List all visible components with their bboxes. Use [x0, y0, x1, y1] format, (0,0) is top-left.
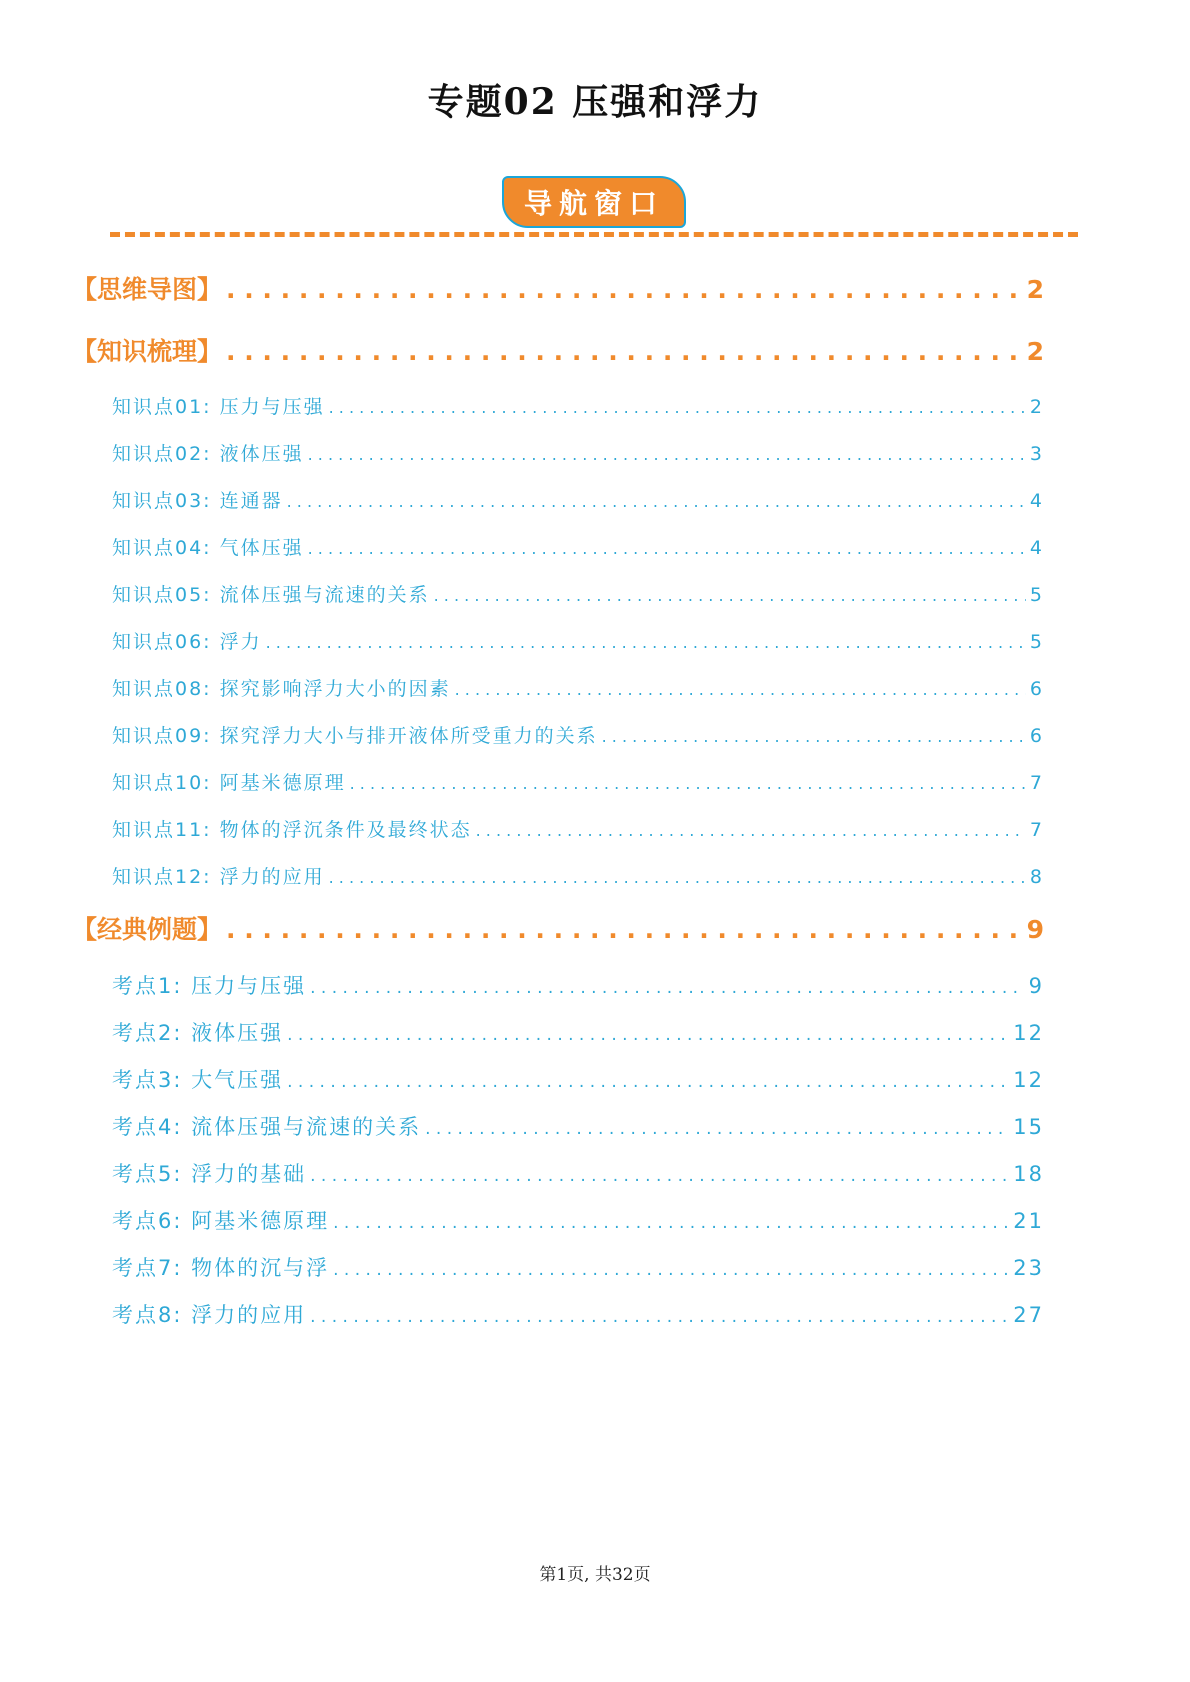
toc-item-label: 知识点04: 气体压强 [112, 537, 304, 559]
toc-item[interactable] [112, 439, 1044, 466]
toc-item-label: 考点7: 物体的沉与浮 [112, 1256, 330, 1280]
toc-leader-dots [226, 275, 1023, 304]
toc-section-mindmap[interactable] [72, 270, 1044, 306]
toc-item[interactable] [112, 815, 1044, 842]
toc-item-label: 知识点12: 浮力的应用 [112, 866, 325, 888]
toc-page-number: 21 [1013, 1209, 1044, 1233]
page-title: 专题02 压强和浮力 [427, 81, 763, 123]
toc-item[interactable] [112, 580, 1044, 607]
toc-leader-dots [266, 633, 1026, 652]
toc-page-number: 7 [1029, 772, 1044, 794]
toc-item-label: 知识点01: 压力与压强 [112, 396, 325, 418]
toc-page-number: 6 [1029, 678, 1044, 700]
toc-exam-item[interactable] [112, 1158, 1044, 1188]
toc-item[interactable] [112, 862, 1044, 889]
toc-page-number: 23 [1013, 1256, 1044, 1280]
toc-section-examples[interactable] [72, 910, 1044, 946]
page-footer: 第1页, 共32页 [539, 1565, 651, 1585]
toc-page-number: 9 [1026, 915, 1044, 944]
toc-item-label: 考点6: 阿基米德原理 [112, 1209, 330, 1233]
toc-page-number: 2 [1029, 396, 1044, 418]
toc-page-number: 18 [1013, 1162, 1044, 1186]
toc-leader-dots [333, 1260, 1009, 1280]
toc-item[interactable] [112, 533, 1044, 560]
toc-leader-dots [308, 445, 1026, 464]
toc-leader-dots [226, 337, 1023, 366]
toc-leader-dots [287, 1072, 1009, 1092]
toc-leader-dots [333, 1213, 1009, 1233]
toc-leader-dots [329, 868, 1026, 887]
toc-item-label: 考点2: 液体压强 [112, 1021, 284, 1045]
toc-page-number: 4 [1029, 490, 1044, 512]
toc-page-number: 12 [1013, 1021, 1044, 1045]
toc-item-label: 知识点09: 探究浮力大小与排开液体所受重力的关系 [112, 725, 598, 747]
toc-leader-dots [434, 586, 1026, 605]
toc-leader-dots [329, 398, 1026, 417]
toc-leader-dots [226, 915, 1023, 944]
toc-page-number: 5 [1029, 584, 1044, 606]
toc-leader-dots [310, 1166, 1009, 1186]
toc-page-number: 8 [1029, 866, 1044, 888]
toc-exam-item[interactable] [112, 1299, 1044, 1329]
toc-item-label: 知识点11: 物体的浮沉条件及最终状态 [112, 819, 472, 841]
toc-exam-item[interactable] [112, 1111, 1044, 1141]
toc-exam-item[interactable] [112, 1252, 1044, 1282]
toc-leader-dots [455, 680, 1026, 699]
toc-page-number: 4 [1029, 537, 1044, 559]
toc-item-label: 知识点08: 探究影响浮力大小的因素 [112, 678, 451, 700]
toc-leader-dots [310, 1307, 1009, 1327]
navigation-badge: 导航窗口 [502, 176, 686, 228]
toc-page-number: 5 [1029, 631, 1044, 653]
toc-item[interactable] [112, 768, 1044, 795]
toc-item[interactable] [112, 486, 1044, 513]
toc-section-label: 【思维导图】 [72, 275, 223, 304]
toc-item-label: 考点4: 流体压强与流速的关系 [112, 1115, 422, 1139]
toc-item[interactable] [112, 627, 1044, 654]
toc-section-label: 【经典例题】 [72, 915, 223, 944]
toc-page-number: 15 [1013, 1115, 1044, 1139]
toc-leader-dots [308, 539, 1026, 558]
toc-item-label: 知识点02: 液体压强 [112, 443, 304, 465]
toc-item-label: 知识点06: 浮力 [112, 631, 262, 653]
toc-item-label: 考点8: 浮力的应用 [112, 1303, 307, 1327]
toc-page-number: 6 [1029, 725, 1044, 747]
toc-item[interactable] [112, 392, 1044, 419]
toc-leader-dots [602, 727, 1026, 746]
toc-leader-dots [310, 978, 1025, 998]
toc-item[interactable] [112, 721, 1044, 748]
toc-page-number: 12 [1013, 1068, 1044, 1092]
toc-section-label: 【知识梳理】 [72, 337, 223, 366]
toc-leader-dots [350, 774, 1026, 793]
toc-item-label: 考点5: 浮力的基础 [112, 1162, 307, 1186]
toc-section-knowledge[interactable] [72, 332, 1044, 368]
toc-page-number: 7 [1029, 819, 1044, 841]
toc-leader-dots [476, 821, 1026, 840]
toc-leader-dots [425, 1119, 1009, 1139]
toc-leader-dots [287, 492, 1026, 511]
toc-page-number: 2 [1026, 337, 1044, 366]
toc-exam-item[interactable] [112, 1017, 1044, 1047]
toc-exam-item[interactable] [112, 970, 1044, 1000]
dashed-divider [110, 232, 1078, 237]
toc-page-number: 2 [1026, 275, 1044, 304]
toc-item-label: 知识点10: 阿基米德原理 [112, 772, 346, 794]
toc-exam-item[interactable] [112, 1205, 1044, 1235]
toc-leader-dots [287, 1025, 1009, 1045]
toc-item-label: 考点3: 大气压强 [112, 1068, 284, 1092]
toc-item[interactable] [112, 674, 1044, 701]
toc-item-label: 知识点03: 连通器 [112, 490, 283, 512]
toc-item-label: 知识点05: 流体压强与流速的关系 [112, 584, 430, 606]
toc-page-number: 9 [1028, 974, 1044, 998]
toc-exam-item[interactable] [112, 1064, 1044, 1094]
toc-item-label: 考点1: 压力与压强 [112, 974, 307, 998]
toc-page-number: 3 [1029, 443, 1044, 465]
toc-page-number: 27 [1013, 1303, 1044, 1327]
